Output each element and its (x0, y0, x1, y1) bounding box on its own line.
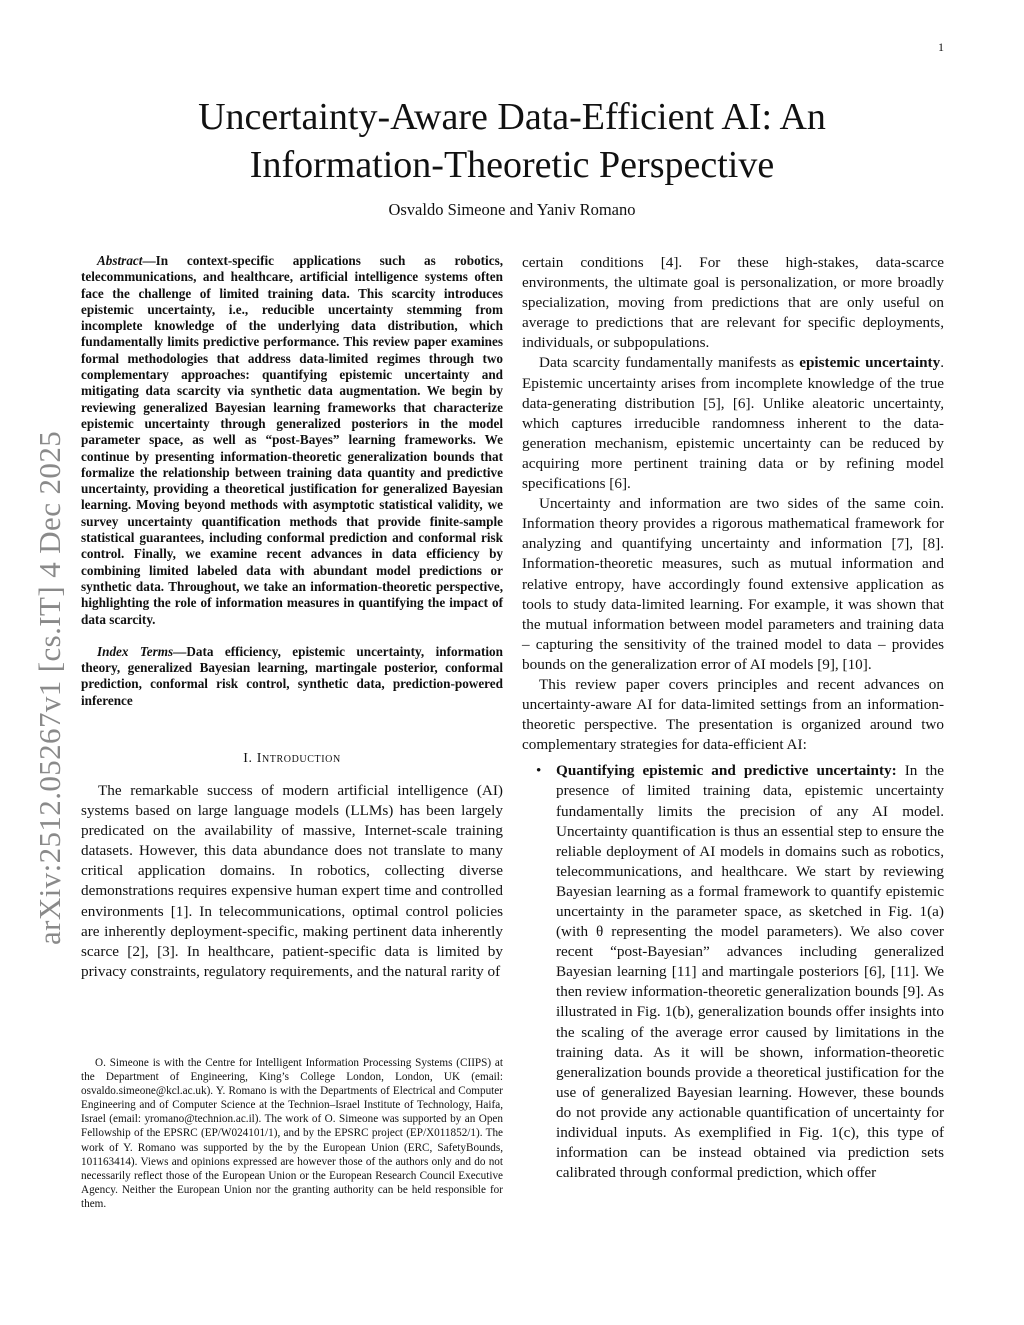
right-paragraph-4: This review paper covers principles and recent advances on uncertainty-aware AI for data-limited settings from an information-theoretic perspective. The presentation is organized around two complementary strategies for data-efficient AI: (522, 675, 944, 754)
authors: Osvaldo Simeone and Yaniv Romano (388, 200, 636, 219)
section-title: Introduction (256, 751, 341, 767)
abstract-label: Abstract (97, 253, 143, 268)
intro-paragraph: The remarkable success of modern artificial intelligence (AI) systems based on large language models (LLMs) has been largely predicated on the availability of massive, Internet-scale training datasets. However, this data abundance does not translate to many critical application domains. In robotics, collecting diverse demonstrations requires expensive human expert time and controlled environments [1]. In telecommunications, optimal control policies are inherently deployment-specific, making pertinent data inherently scarce [2], [3]. In healthcare, patient-specific data is limited by privacy constraints, regulatory requirements, and the natural rarity of (81, 782, 503, 980)
bullet-1-text: In the presence of limited training data, epistemic uncertainty fundamentally limits the precision of any AI model. Uncertainty quantification is thus an essential step to ensure the reliable deployment of AI models in domains such as robotics, telecommunications, and healthcare. We start by reviewing Bayesian learning as a formal framework to quantify epistemic uncertainty in the parameter space, as sketched in Fig. 1(a) (with θ representing the model parameters). We also cover recent “post-Bayesian” advances including generalized Bayesian learning [11] and martingale posteriors [6], [11]. We then review information-theoretic generalization bounds [9]. As illustrated in Fig. 1(b), generalization bounds offer insights into the scaling of the average error caused by limitations in the training data. As it will be shown, information-theoretic generalization bounds provide a theoretical justification for the use of generalized Bayesian learning. However, these bounds do not provide any actionable quantification of uncertainty for individual inputs. As exemplified in Fig. 1(c), this type of information can be instead obtained via prediction sets calibrated through conformal prediction, which offer (556, 762, 944, 1182)
arxiv-identifier: arXiv:2512.05267v1 [cs.IT] 4 Dec 2025 (32, 430, 67, 945)
para2-rest: . Epistemic uncertainty arises from incomplete knowledge of the true data-generating distribution [5], [6]. Unlike aleatoric uncertainty, which captures irreducible randomness inherent to the data-generation mechanism, epistemic uncertainty can be reduced by acquiring more pertinent training data or by refining model specifications [6]. (522, 354, 944, 493)
right-paragraph-2 (522, 353, 944, 494)
right-paragraph-3: Uncertainty and information are two sides of the same coin. Information theory provides a rigorous mathematical framework for analyzing and quantifying uncertainty and information [7], [8]. Information-theoretic measures, such as mutual information and relative entropy, have accordingly found extensive application as tools to study data-limited learning. For example, it was shown that the mutual information between model parameters and training data – capturing the sensitivity of the trained model to data – provides bounds on the generalization error of AI models [9], [10]. (522, 495, 944, 673)
author-footnote: O. Simeone is with the Centre for Intelligent Information Processing Systems (CIIPS) at the Department of Engineering, King’s College London, London, UK (email: osvaldo.simeone@kcl.ac.uk). Y. Romano is with the Departments of Electrical and Computer Engineering and of Computer Science at the Technion–Israel Institute of Technology, Haifa, Israel (email: yromano@technion.ac.il). The work of O. Simeone was supported by an Open Fellowship of the EPSRC (EP/W024101/1), and by the EPSRC project (EP/X011852/1). The work of Y. Romano was supported by the by the European Union (ERC, SafetyBounds, 101163414). Views and opinions expressed are however those of the authors only and do not necessarily reflect those of the European Union or the European Research Council Executive Agency. Neither the European Union nor the granting authority can be held responsible for them. (81, 1057, 503, 1210)
abstract-text: —In context-specific applications such as robotics, telecommunications, and healthcare, artificial intelligence systems often face the challenge of limited training data. This scarcity introduces epistemic uncertainty, i.e., reducible uncertainty stemming from incomplete knowledge of the underlying data distribution, which fundamentally limits predictive performance. This review paper examines formal methodologies that address data-limited regimes through two complementary approaches: quantifying epistemic uncertainty and mitigating data scarcity via synthetic data augmentation. We begin by reviewing generalized Bayesian learning frameworks that characterize epistemic uncertainty through generalized posteriors in the model parameter space, as well as “post-Bayes” learning frameworks. We continue by presenting information-theoretic generalization bounds that formalize the relationship between training data quantity and predictive uncertainty, providing a theoretical justification for generalized Bayesian learning. Moving beyond methods with asymptotic statistical validity, we survey uncertainty quantification methods that provide finite-sample statistical guarantees, including conformal prediction and conformal risk control. Finally, we examine recent advances in data efficiency by combining limited labeled data with abundant model predictions or synthetic data. Throughout, we take an information-theoretic perspective, highlighting the role of information measures in quantifying the impact of data scarcity. (81, 253, 503, 627)
para2-lead: Data scarcity fundamentally manifests as (539, 354, 800, 372)
title-line-1: Uncertainty-Aware Data-Efficient AI: An (198, 96, 826, 138)
index-terms-label: Index Terms (97, 643, 174, 659)
section-number: I. (243, 751, 253, 767)
index-terms (81, 644, 503, 709)
title-line-2: Information-Theoretic Perspective (249, 144, 775, 186)
right-column (522, 253, 944, 1183)
right-paragraph-1: certain conditions [4]. For these high-stakes, data-scarce environments, the ultimate goal is personalization, or more broadly specialization, moving from predictions that are only useful on average to predictions that are relevant for specific deployments, individuals, or subpopulations. (522, 254, 944, 352)
epistemic-uncertainty-term: epistemic uncertainty (799, 354, 941, 372)
strategy-list (522, 761, 944, 1183)
index-terms-text: —Data efficiency, epistemic uncertainty, information theory, generalized Bayesian learning, martingale posterior, conformal prediction, conformal risk control, synthetic data, prediction-powered inference (81, 643, 503, 708)
bullet-marker: • (536, 762, 542, 780)
paper-title (80, 93, 944, 189)
section-heading-introduction (81, 751, 503, 767)
abstract (81, 253, 503, 628)
page-number: 1 (938, 40, 944, 54)
left-column (81, 253, 503, 982)
list-item (522, 761, 944, 1183)
bullet-1-heading: Quantifying epistemic and predictive uncertainty: (556, 762, 897, 780)
